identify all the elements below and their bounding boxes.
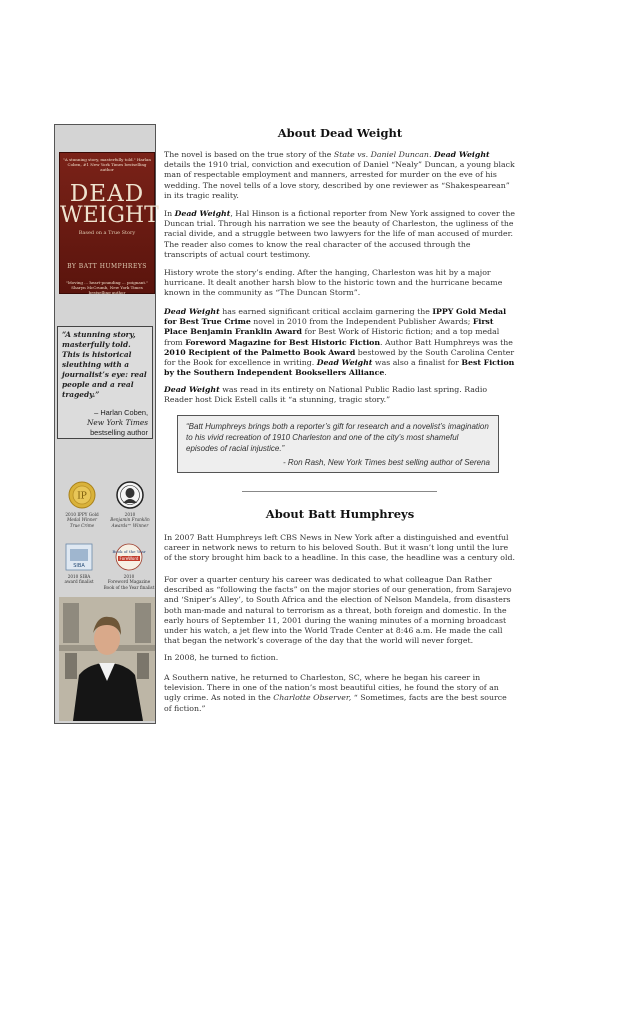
siba-badge-icon: [65, 543, 93, 571]
book-title: Dead Weight: [164, 307, 220, 316]
book-title: Dead Weight: [174, 209, 231, 218]
about-book-paragraph-3: History wrote the story’s ending. After the hanging, Charleston was hit by a major hurricane. It dealt another harsh blow to the historic town and the hurricane became known in the community as “The Duncan Storm”.: [164, 268, 503, 298]
pull-quote-text: “Batt Humphreys brings both a reporter’s gift for research and a novelist’s imagination to his vivid recreation of 1910 Charleston and one of the city’s most shameful episodes of racial injustice.”: [186, 422, 489, 453]
book-title: Dead Weight: [164, 385, 220, 394]
foreword-seal-top: Book of the Year: [112, 549, 146, 554]
about-author-heading: About Batt Humphreys: [265, 507, 415, 521]
about-author-paragraph-2: For over a quarter century his career was dedicated to what colleague Dan Rather described as “following the facts” on the major stories of our generation, from Sarajevo and ‘Sniper’s Alley’, to South Africa and the election of Nelson Mandela, from disasters both man-made and natural to terrorism as a threat, both foreign and domestic. In the early hours of September 11, 2001 during the waning minutes of a morning broadcast under his watch, a jet flew into the World Trade Center at 8:46 a.m. He made the call that began the network’s coverage of the day that the world will never forget.: [164, 575, 512, 646]
cover-author: BY BATT HUMPHREYS: [67, 263, 147, 270]
about-book-heading: About Dead Weight: [277, 126, 403, 140]
award-siba-text: Best Fiction by the Southern Independent Booksellers Alliance: [164, 358, 515, 378]
award-franklin: [105, 481, 155, 528]
book-title: Dead Weight: [316, 358, 373, 368]
award-siba-line1: 2010 SIBA: [67, 574, 91, 580]
award-franklin-line3: Awards™ Winner: [111, 522, 149, 528]
award-foreword-line2: Foreword Magazine: [107, 579, 151, 585]
sidebar-quote-text: “A stunning story, masterfully told. This is historical sleuthing with a journalist’s eye: real people and a real tragedy.”: [62, 330, 147, 399]
pull-quote-source: - Ron Rash, New York Times best selling author of Serena: [283, 458, 490, 467]
award-siba-line2: award finalist: [64, 579, 94, 585]
award-franklin-line1: 2010: [124, 512, 136, 518]
ippy-seal-text: IP: [77, 491, 87, 502]
cover-title-line1: DEAD: [69, 181, 145, 207]
about-book-paragraph-5: Dead Weight was read in its entirety on National Public Radio last spring. Radio Reader host Dick Estell calls it “a stunning, tragic story.”: [164, 385, 488, 405]
award-franklin-text: First Place Benjamin Franklin Award: [164, 317, 494, 337]
about-book-paragraph-1: The novel is based on the true story of the State vs. Daniel Duncan. Dead Weight details the 1910 trial, conviction and execution of Daniel “Nealy” Duncan, a young black man of respectable employment and manners, arrested for murder on the eve of his wedding. The novel tells of a love story, described by one reviewer as “Shakespearean” in its tragic reality.: [164, 150, 515, 200]
foreword-badge-icon: [114, 543, 144, 571]
award-ippy-line1: 2010 IPPY Gold: [65, 512, 99, 518]
book-title: Dead Weight: [433, 150, 490, 159]
author-photo: [59, 597, 155, 721]
cover-blurb-bottom: "Moving ... heart-pounding ... poignant." Sharyn McCrumb, New York Times bestselling author: [65, 280, 149, 295]
sidebar-quote-box: [57, 326, 153, 439]
cover-blurb-top: "A stunning story, masterfully told." Harlan Coben, #1 New York Times bestselling author: [63, 157, 151, 172]
foreword-seal-mid: ForeWord: [119, 556, 139, 561]
gold-medal-icon: [68, 481, 96, 509]
award-franklin-line2: Benjamin Franklin: [110, 517, 150, 523]
quote-role: bestselling author: [90, 428, 148, 437]
award-ippy: [57, 481, 107, 528]
award-foreword-text: Foreword Magazine for Best Historic Fiction: [185, 337, 381, 347]
about-author-paragraph-4: A Southern native, he returned to Charleston, SC, where he began his career in television. There in one of the nation’s most beautiful cities, he found the story of an ugly crime. As noted in the Charlotte Observer, “ Sometimes, facts are the best source of fiction.”: [164, 673, 507, 713]
about-book-paragraph-2: In Dead Weight, Hal Hinson is a fictional reporter from New York assigned to cover the Duncan trial. Through his narration we see the beauty of Charleston, the ugliness of the racial divide, and a struggle between two lawyers for the life of man accused of murder. The reader also comes to know the real character of the accused through the transcripts of actual court testimony.: [164, 209, 515, 259]
about-book-paragraph-4: Dead Weight has earned significant critical acclaim garnering the IPPY Gold Medal for Best True Crime novel in 2010 from the Independent Publisher Awards; First Place Benjamin Franklin Award for Best Work of Historic fiction; and a top medal from Foreword Magazine for Best Historic Fiction. Author Batt Humphreys was the 2010 Recipient of the Palmetto Book Award bestowed by the South Carolina Center for the Book for excellence in writing. Dead Weight was also a finalist for Best Fiction by the Southern Independent Booksellers Alliance.: [164, 307, 515, 378]
cover-title-line2: WEIGHT: [60, 203, 159, 228]
quote-author: – Harlan Coben,: [94, 408, 148, 417]
case-name: State vs. Daniel Duncan: [333, 150, 429, 159]
book-cover-image: [59, 152, 159, 295]
award-siba: [57, 543, 101, 585]
award-ippy-line2: Medal Winner: [66, 517, 98, 523]
siba-seal-text: SIBA: [73, 563, 85, 569]
award-ippy-line3: True Crime: [69, 522, 95, 528]
award-ippy-text: IPPY Gold Medal for Best True Crime: [164, 307, 507, 327]
section-divider: [242, 491, 437, 492]
sidebar-quote-attribution: [62, 408, 148, 438]
cover-subtitle: Based on a True Story: [78, 230, 136, 236]
award-palmetto-text: 2010 Recipient of the Palmetto Book Award: [164, 347, 356, 357]
about-author-paragraph-1: In 2007 Batt Humphreys left CBS News in New York after a distinguished and eventful career in network news to return to his beloved South. But it wasn’t long until the lure of the story brought him back to a headline. In this case, the headline was a century old.: [164, 533, 515, 563]
franklin-seal-icon: [116, 481, 144, 509]
award-foreword: [103, 543, 155, 590]
publication-name: Charlotte Observer,: [273, 693, 352, 703]
award-foreword-line3: Book of the Year finalist: [103, 584, 155, 590]
sidebar-panel: [54, 124, 159, 724]
pull-quote-box: [177, 415, 499, 473]
about-author-paragraph-3: In 2008, he turned to fiction.: [164, 653, 279, 662]
quote-publication: New York Times: [86, 418, 148, 427]
award-foreword-line1: 2010: [123, 574, 135, 580]
